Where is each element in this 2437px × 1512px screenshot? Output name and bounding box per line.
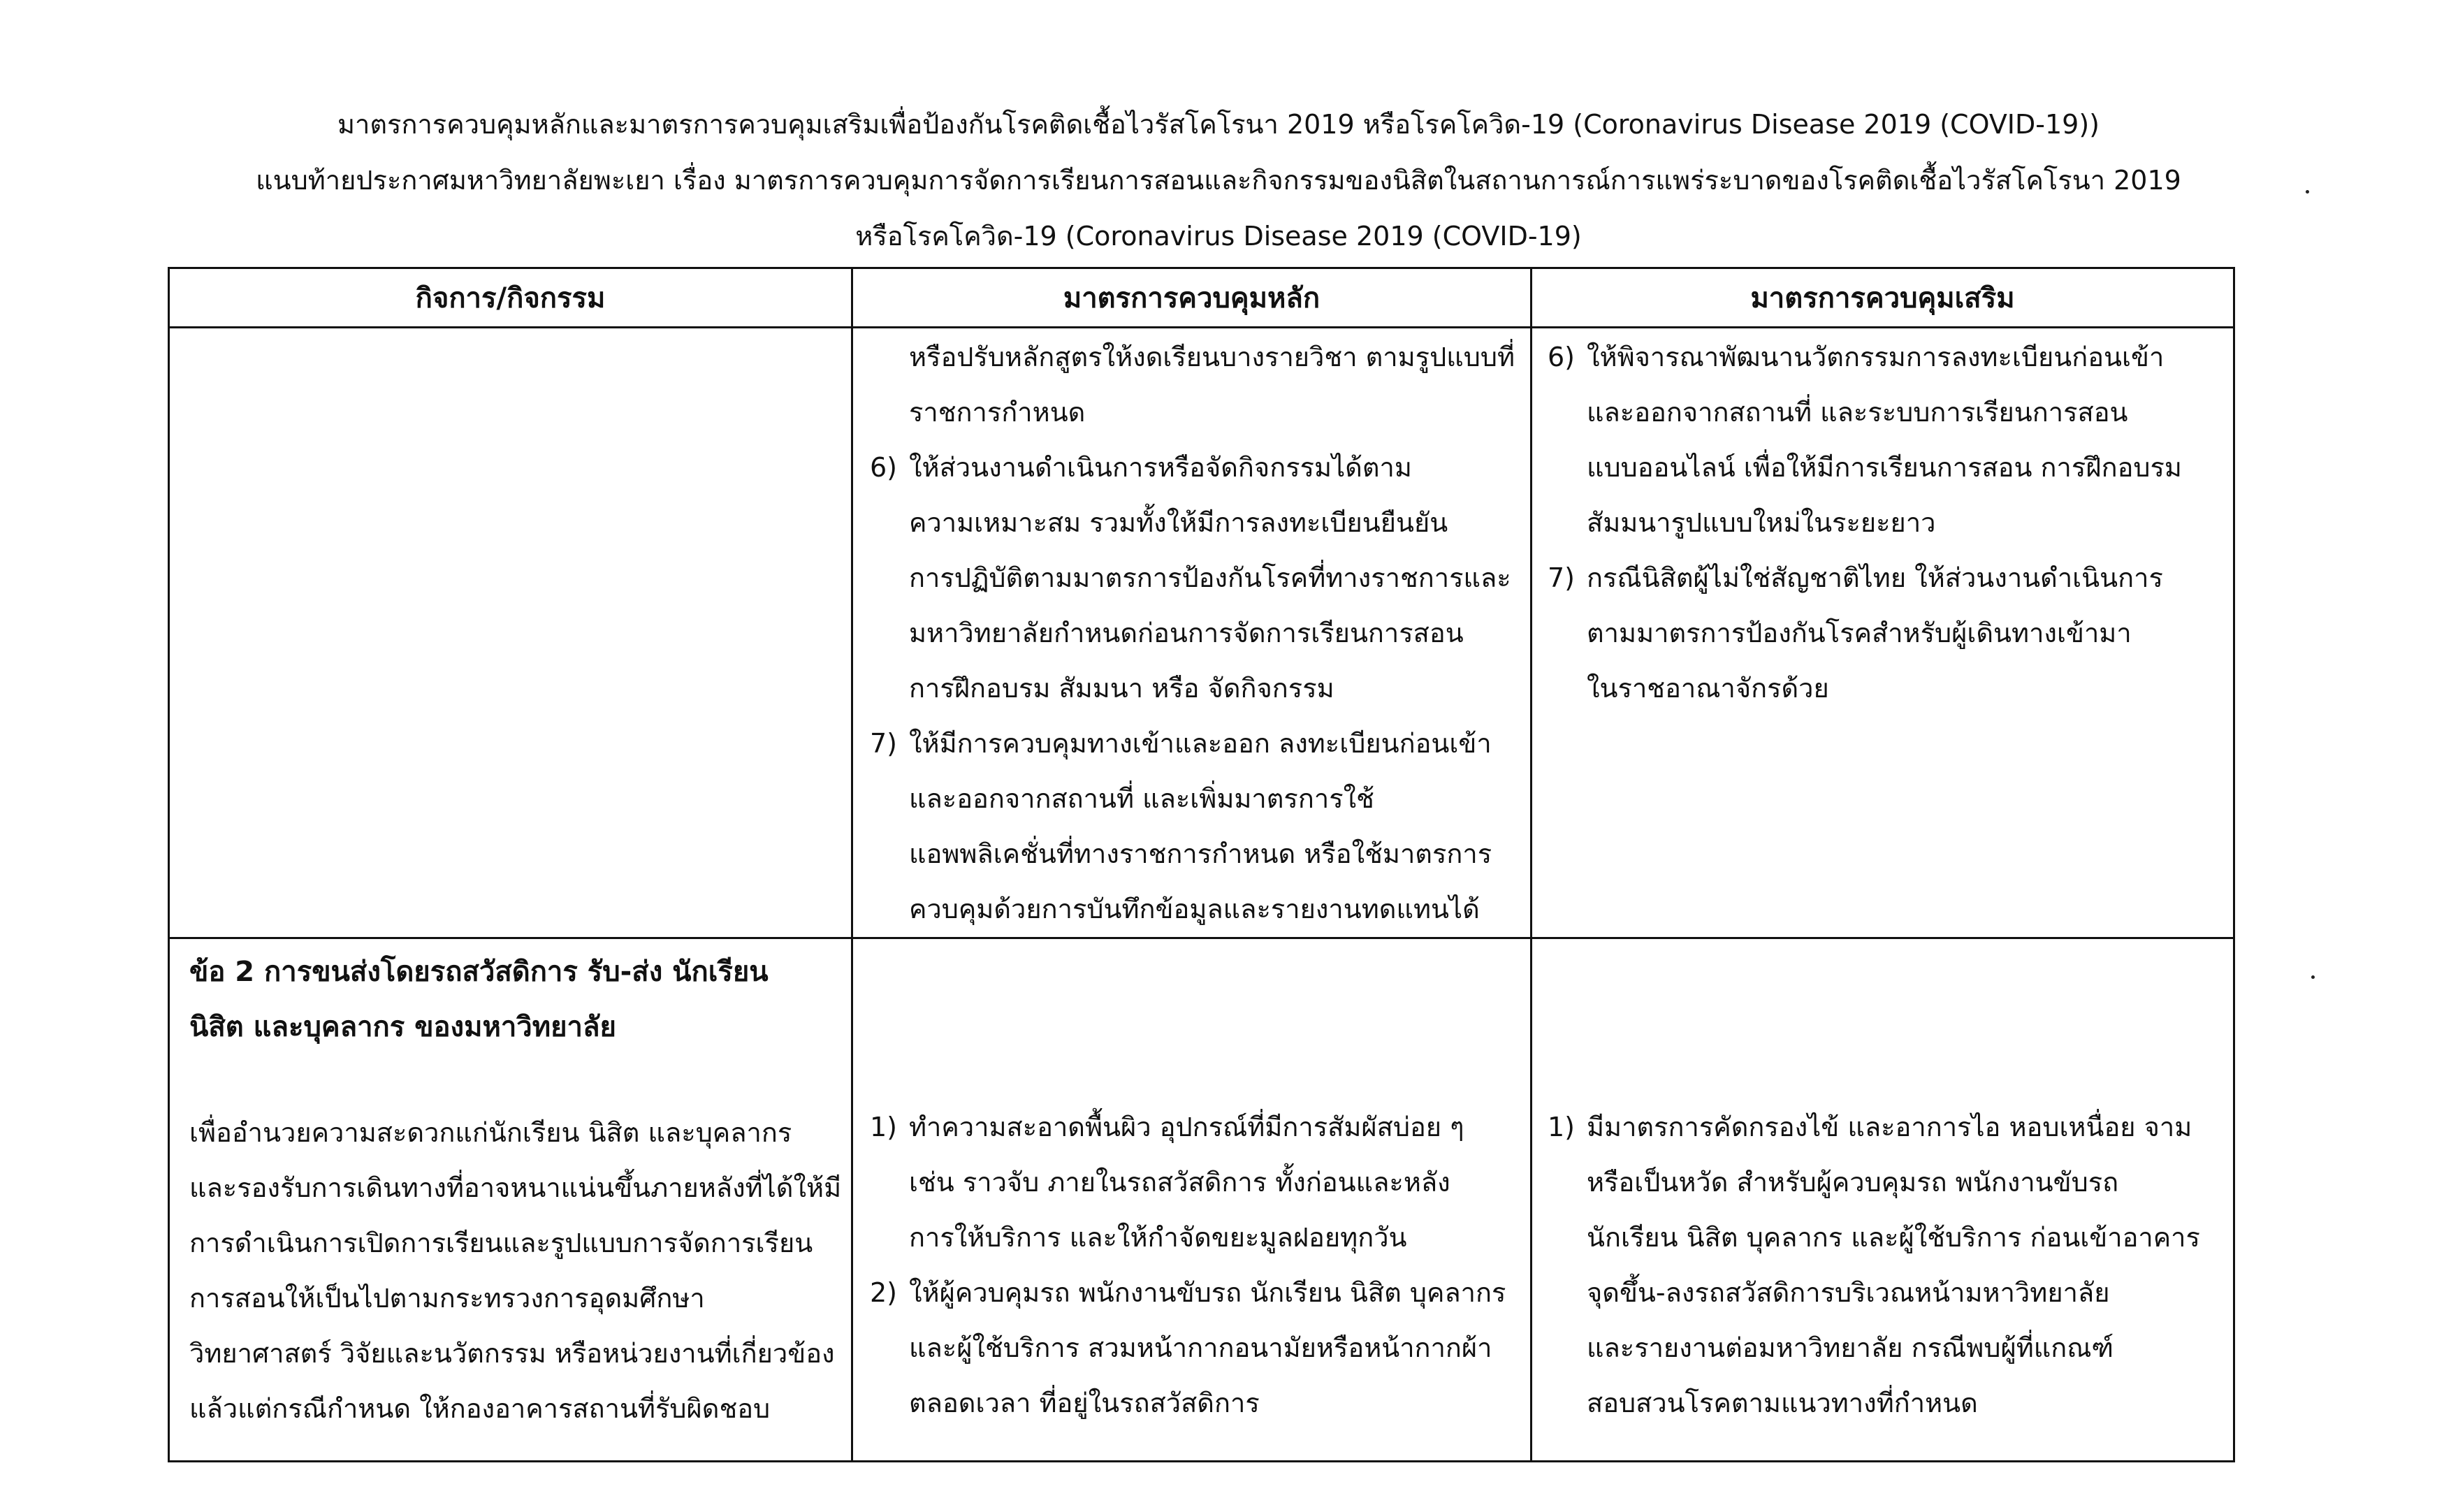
main-measures-cell xyxy=(852,328,1532,938)
item-number: 7) xyxy=(1548,562,1576,593)
text-line: จุดขึ้น-ลงรถสวัสดิการบริเวณหน้ามหาวิทยาลัย xyxy=(1587,1277,2110,1308)
text-line: สัมมนารูปแบบใหม่ในระยะยาว xyxy=(1587,507,1936,538)
item-number: 1) xyxy=(870,1112,898,1142)
list-item xyxy=(868,440,1530,716)
text-line: และออกจากสถานที่ และระบบการเรียนการสอน xyxy=(1587,397,2128,428)
scan-speck xyxy=(2306,190,2309,194)
text-line: และออกจากสถานที่ และเพิ่มมาตรการใช้ xyxy=(909,783,1374,814)
text-line: หรือเป็นหวัด สำหรับผู้ควบคุมรถ พนักงานขับรถ xyxy=(1587,1167,2119,1198)
list-item-continued xyxy=(868,330,1530,440)
text-line: การสอนให้เป็นไปตามกระทรวงการอุดมศึกษา xyxy=(189,1283,705,1314)
activity-cell xyxy=(169,938,852,1462)
list-item xyxy=(868,1265,1530,1431)
activity-cell xyxy=(169,328,852,938)
text-line: การปฏิบัติตามมาตรการป้องกันโรคที่ทางราชการและ xyxy=(909,562,1511,593)
text-line: การให้บริการ และให้กำจัดขยะมูลฝอยทุกวัน xyxy=(909,1222,1407,1253)
text-line: แบบออนไลน์ เพื่อให้มีการเรียนการสอน การฝึกอบรม xyxy=(1587,452,2182,483)
table-row xyxy=(169,328,2234,938)
text-line: ทำความสะอาดพื้นผิว อุปกรณ์ที่มีการสัมผัสบ่อย ๆ xyxy=(909,1112,1464,1142)
text-line: กรณีนิสิตผู้ไม่ใช่สัญชาติไทย ให้ส่วนงานดำเนินการ xyxy=(1587,562,2163,593)
table-row xyxy=(169,938,2234,1462)
section-title-line: นิสิต และบุคลากร ของมหาวิทยาลัย xyxy=(189,1011,616,1043)
text-line: แอพพลิเคชั่นที่ทางราชการกำหนด หรือใช้มาตรการ xyxy=(909,838,1492,869)
item-number: 6) xyxy=(1548,342,1576,372)
document-title-line-3: หรือโรคโควิด-19 (Coronavirus Disease 2019 (COVID-19) xyxy=(855,221,1582,252)
text-line: ให้ส่วนงานดำเนินการหรือจัดกิจกรรมได้ตาม xyxy=(909,452,1412,483)
supplementary-measures-cell xyxy=(1532,328,2234,938)
text-line: และรองรับการเดินทางที่อาจหนาแน่นขึ้นภายหลังที่ได้ให้มี xyxy=(189,1172,842,1203)
text-line: สอบสวนโรคตามแนวทางที่กำหนด xyxy=(1587,1388,1978,1418)
document-title-line-1: มาตรการควบคุมหลักและมาตรการควบคุมเสริมเพื่อป้องกันโรคติดเชื้อไวรัสโคโรนา 2019 หรือโรคโควิด-19 (Coronavirus Disease 2019 (COVID-19)) xyxy=(337,109,2100,140)
main-measures-cell xyxy=(852,938,1532,1462)
text-line: วิทยาศาสตร์ วิจัยและนวัตกรรม หรือหน่วยงานที่เกี่ยวข้อง xyxy=(189,1338,835,1369)
list-item xyxy=(868,1100,1530,1265)
measures-table xyxy=(168,267,2235,1462)
text-line: เช่น ราวจับ ภายในรถสวัสดิการ ทั้งก่อนและหลัง xyxy=(909,1167,1450,1198)
supplementary-measures-cell xyxy=(1532,938,2234,1462)
text-line: ตลอดเวลา ที่อยู่ในรถสวัสดิการ xyxy=(909,1388,1260,1418)
item-number: 2) xyxy=(870,1277,898,1308)
scan-speck xyxy=(2311,975,2315,979)
text-line: และรายงานต่อมหาวิทยาลัย กรณีพบผู้ที่แกณฑ์ xyxy=(1587,1332,2114,1363)
text-line: ราชการกำหนด xyxy=(909,397,1086,428)
text-line: มหาวิทยาลัยกำหนดก่อนการจัดการเรียนการสอน xyxy=(909,618,1464,648)
document-title-line-2: แนบท้ายประกาศมหาวิทยาลัยพะเยา เรื่อง มาตรการควบคุมการจัดการเรียนการสอนและกิจกรรมของนิสิตในสถานการณ์การแพร่ระบาดของโรคติดเชื้อไวรัสโคโรนา 2019 xyxy=(256,165,2181,196)
list-item xyxy=(1546,1100,2233,1431)
text-line: ตามมาตรการป้องกันโรคสำหรับผู้เดินทางเข้ามา xyxy=(1587,618,2132,648)
header-supplementary-measures: มาตรการควบคุมเสริม xyxy=(1532,268,2234,328)
text-line: เพื่ออำนวยความสะดวกแก่นักเรียน นิสิต และบุคลากร xyxy=(189,1117,792,1148)
text-line: นักเรียน นิสิต บุคลากร และผู้ใช้บริการ ก่อนเข้าอาคาร xyxy=(1587,1222,2200,1253)
item-number: 7) xyxy=(870,728,898,759)
text-line: ในราชอาณาจักรด้วย xyxy=(1587,673,1829,704)
text-line: การดำเนินการเปิดการเรียนและรูปแบบการจัดการเรียน xyxy=(189,1228,813,1258)
text-line: ความเหมาะสม รวมทั้งให้มีการลงทะเบียนยืนยัน xyxy=(909,507,1448,538)
text-line: ให้มีการควบคุมทางเข้าและออก ลงทะเบียนก่อนเข้า xyxy=(909,728,1492,759)
item-number: 6) xyxy=(870,452,898,483)
item-number: 1) xyxy=(1548,1112,1576,1142)
section-title-line: ข้อ 2 การขนส่งโดยรถสวัสดิการ รับ-ส่ง นักเรียน xyxy=(189,956,769,988)
header-main-measures: มาตรการควบคุมหลัก xyxy=(852,268,1532,328)
list-item xyxy=(868,716,1530,937)
text-line: และผู้ใช้บริการ สวมหน้ากากอนามัยหรือหน้ากากผ้า xyxy=(909,1332,1492,1363)
text-line: แล้วแต่กรณีกำหนด ให้กองอาคารสถานที่รับผิดชอบ xyxy=(189,1393,771,1424)
header-activity: กิจการ/กิจกรรม xyxy=(169,268,852,328)
list-item xyxy=(1546,330,2233,551)
list-item xyxy=(1546,551,2233,716)
text-line: มีมาตรการคัดกรองไข้ และอาการไอ หอบเหนื่อย จาม xyxy=(1587,1112,2192,1142)
text-line: หรือปรับหลักสูตรให้งดเรียนบางรายวิชา ตามรูปแบบที่ xyxy=(909,342,1515,372)
text-line: ให้ผู้ควบคุมรถ พนักงานขับรถ นักเรียน นิสิต บุคลากร xyxy=(909,1277,1506,1308)
text-line: ให้พิจารณาพัฒนานวัตกรรมการลงทะเบียนก่อนเข้า xyxy=(1587,342,2165,372)
text-line: การฝึกอบรม สัมมนา หรือ จัดกิจกรรม xyxy=(909,673,1334,704)
text-line: ควบคุมด้วยการบันทึกข้อมูลและรายงานทดแทนได้ xyxy=(909,894,1480,924)
table-header-row xyxy=(169,268,2234,328)
